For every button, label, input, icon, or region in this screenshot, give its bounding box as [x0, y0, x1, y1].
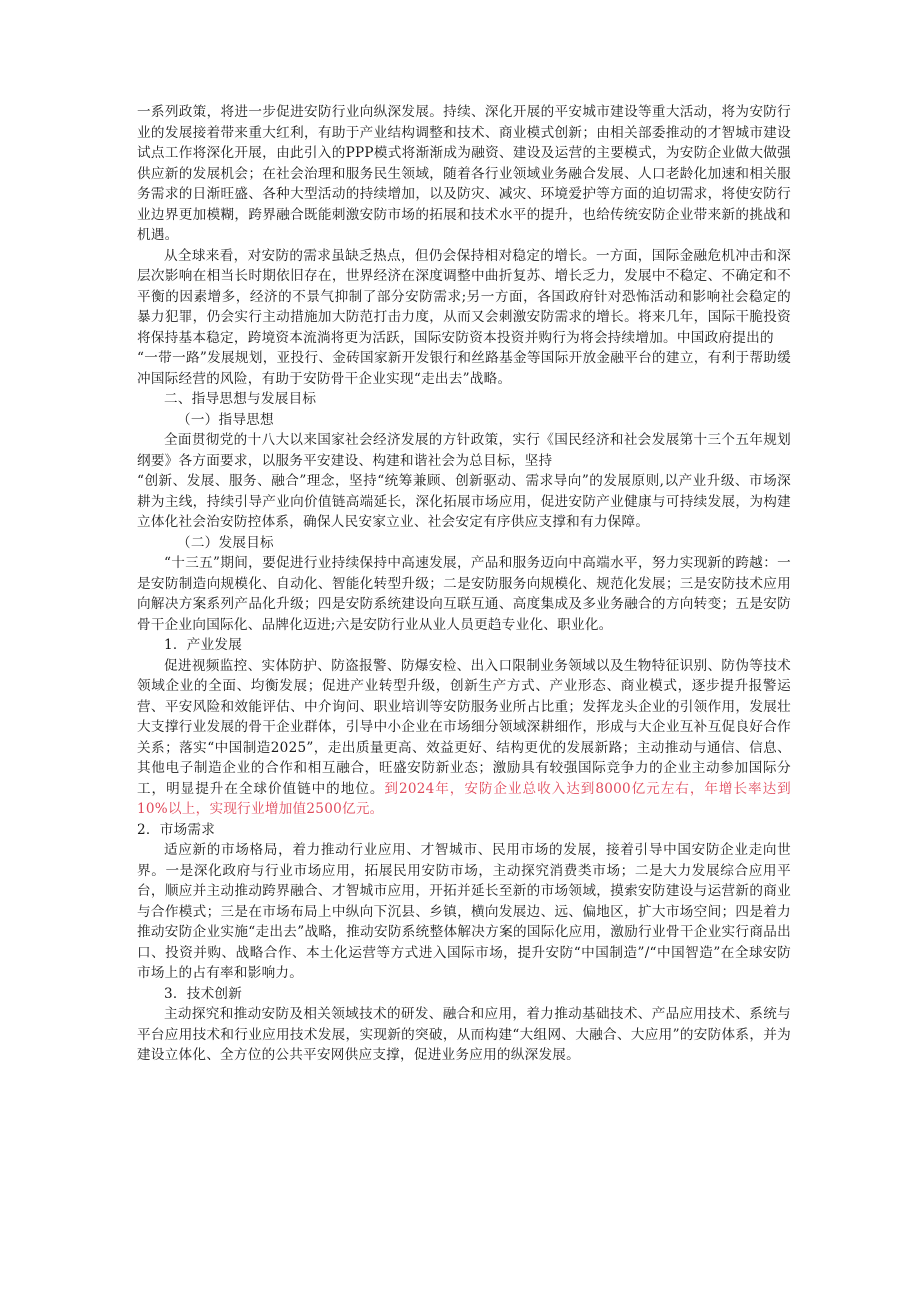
heading-tech-innovation: 3．技术创新: [164, 985, 243, 1002]
paragraph-market-demand: 适应新的市场格局，着力推动行业应用、才智城市、民用市场的发展，接着引导中国安防企业走向世界。一是深化政府与行业市场应用，拓展民用安防市场，主动探究消费类市场；二是大力发展综合应用平台，顺应并主动推动跨界融合、才智城市应用，开拓并延长至新的市场领域，摸索安防建设与运营新的商业与合作模式；三是在市场布局上中纵向下沉县、乡镇，横向发展边、远、偏地区，扩大市场空间；四是着力推动安防企业实施“走出去”战略，推动安防系统整体解决方案的国际化应用，激励行业骨干企业实行商品出口、投资并购、战略合作、本土化运营等方式进入国际市场，提升安防“中国制造”/“中国智造”在全球安防市场上的占有率和影响力。: [137, 842, 791, 981]
paragraph-tech-innovation: 主动探究和推动安防及相关领域技术的研发、融合和应用，着力推动基础技术、产品应用技术、系统与平台应用技术和行业应用技术发展，实现新的突破，从而构建“大组网、大融合、大应用”的安防体系，并为建设立体化、全方位的公共平安网供应支撑，促进业务应用的纵深发展。: [137, 1006, 791, 1063]
paragraph-principles: “创新、发展、服务、融合”理念，坚持“统筹兼顾、创新驱动、需求导向”的发展原则,以产业升级、市场深耕为主线，持续引导产业向价值链高端延长，深化拓展市场应用，促进安防产业健康与可持续发展，为构建立体化社会治安防控体系，确保人民安家立业、社会安定有序供应支撑和有力保障。: [137, 473, 791, 530]
paragraph-belt-road: “一带一路”发展规划，亚投行、金砖国家新开发银行和丝路基金等国际开放金融平台的建立，有利于帮助缓冲国际经营的风险，有助于安防骨干企业实现“走出去”战略。: [137, 350, 791, 387]
paragraph-goals: “十三五”期间，要促进行业持续保持中高速发展，产品和服务迈向中高端水平，努力实现新的跨越：一是安防制造向规模化、自动化、智能化转型升级；二是安防服务向规模化、规范化发展；三是安防技术应用向解决方案系列产品化升级；四是安防系统建设向互联互通、高度集成及多业务融合的方向转变；五是安防骨干企业向国际化、品牌化迈进;六是安防行业从业人员更趋专业化、职业化。: [137, 555, 791, 633]
subsection-heading-goals: （二）发展目标: [177, 534, 274, 551]
document-body: [137, 102, 791, 1066]
industry-development-text: 促进视频监控、实体防护、防盗报警、防爆安检、出入口限制业务领域以及生物特征识别、防伪等技术领域企业的全面、均衡发展；促进产业转型升级，创新生产方式、产业形态、商业模式，逐步提升报警运营、平安风险和效能评估、中介询问、职业培训等安防服务业所占比重；发挥龙头企业的引领作用，发展壮大支撑行业发展的骨干企业群体，引导中小企业在市场细分领域深耕细作，形成与大企业互补互促良好合作关系；落实“中国制造2025”，走出质量更高、效益更好、结构更优的发展新路；主动推动与通信、信息、其他电子制造企业的合作和相互融合，旺盛安防新业态；激励具有较强国际竞争力的企业主动参加国际分工，明显提升在全球价值链中的地位。: [137, 657, 791, 797]
paragraph-guiding-policy: 全面贯彻党的十八大以来国家社会经济发展的方针政策，实行《国民经济和社会发展第十三个五年规划纲要》各方面要求，以服务平安建设、构建和谐社会为总目标，坚持: [137, 432, 791, 469]
section-heading: 二、指导思想与发展目标: [164, 391, 317, 407]
heading-market-demand: 2．市场需求: [137, 821, 216, 838]
highlighted-target-text: 到2024年，安防企业总收入达到8000亿元左右，年增长率达到10%以上，实现行业增加值2500亿元。: [137, 780, 791, 817]
subsection-heading-guiding-thought: （一）指导思想: [177, 411, 274, 428]
paragraph-intro: 一系列政策，将进一步促进安防行业向纵深发展。持续、深化开展的平安城市建设等重大活动，将为安防行业的发展接着带来重大红利，有助于产业结构调整和技术、商业模式创新；由相关部委推动的才智城市建设试点工作将深化开展，由此引入的PPP模式将渐渐成为融资、建设及运营的主要模式，为安防企业做大做强供应新的发展机会；在社会治理和服务民生领域，随着各行业领域业务融合发展、人口老龄化加速和相关服务需求的日渐旺盛、各种大型活动的持续增加，以及防灾、减灾、环境爱护等方面的迫切需求，将使安防行业边界更加模糊，跨界融合既能刺激安防市场的拓展和技术水平的提升，也给传统安防企业带来新的挑战和机遇。: [137, 104, 791, 243]
paragraph-industry-development: [137, 656, 791, 820]
heading-industry-development: 1．产业发展: [164, 637, 243, 653]
paragraph-global-demand: 从全球来看，对安防的需求虽缺乏热点，但仍会保持相对稳定的增长。一方面，国际金融危机冲击和深层次影响在相当长时期依旧存在，世界经济在深度调整中曲折复苏、增长乏力，发展中不稳定、不确定和不平衡的因素增多，经济的不景气抑制了部分安防需求;另一方面，各国政府针对恐怖活动和影响社会稳定的暴力犯罪，仍会实行主动措施加大防范打击力度，从而又会刺激安防需求的增长。将来几年，国际干脆投资将保持基本稳定，跨境资本流淌将更为活跃，国际安防资本投资并购行为将会持续增加。中国政府提出的: [137, 247, 791, 346]
